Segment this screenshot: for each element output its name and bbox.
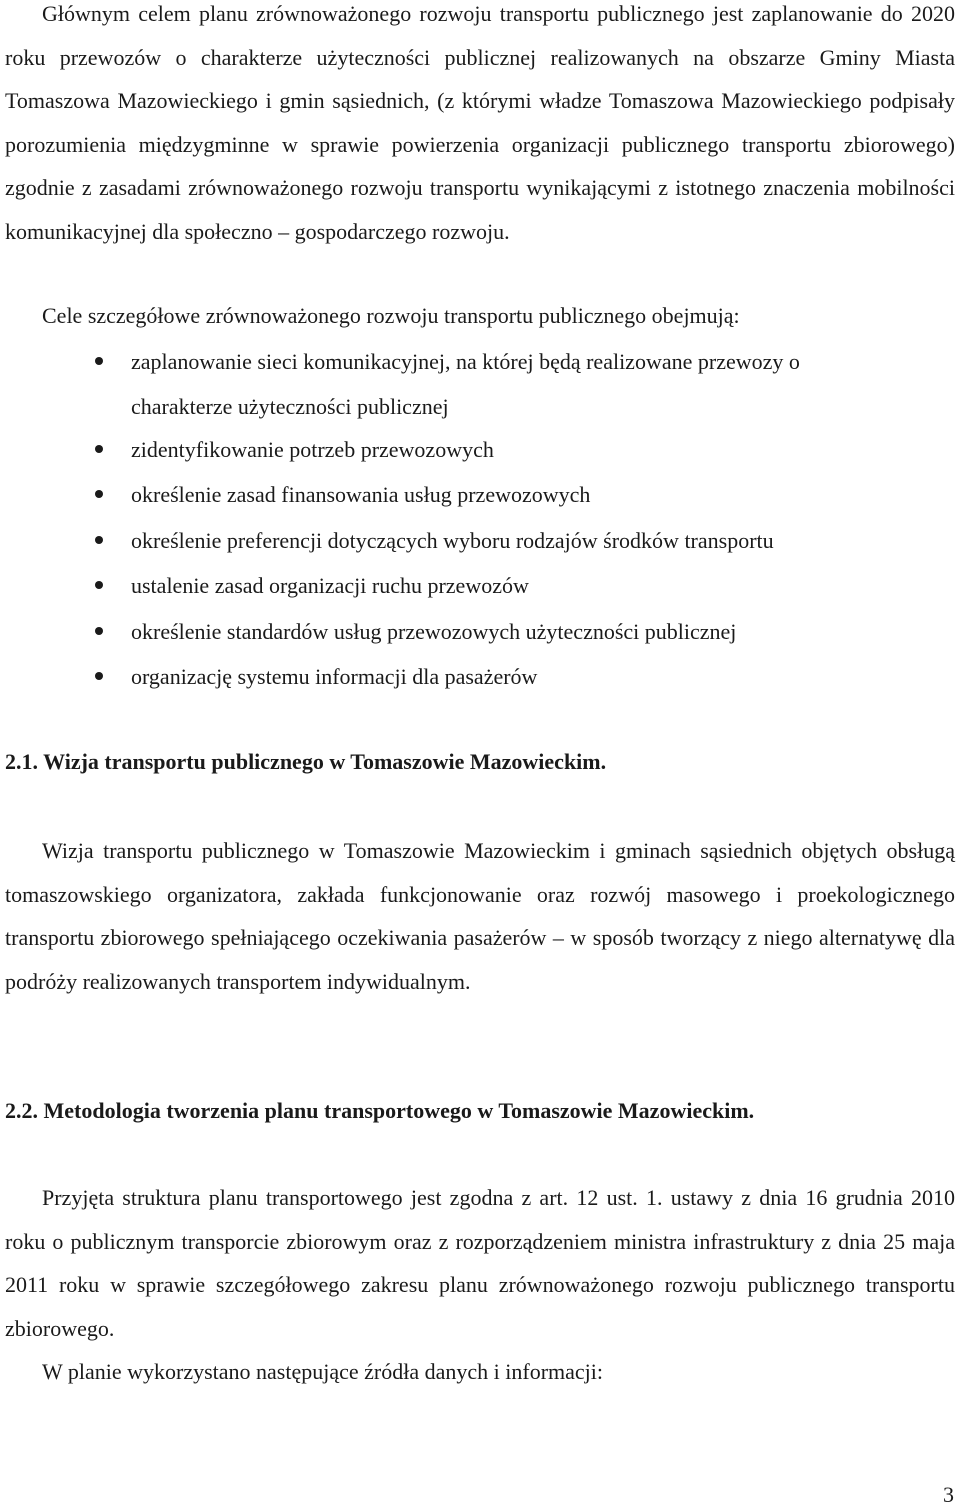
bullet-icon [95,672,103,680]
list-item-text: określenie zasad finansowania usług przewozowych [131,482,591,507]
section-2-1-paragraph: Wizja transportu publicznego w Tomaszowie Mazowieckim i gminach sąsiednich objętych obsługą tomaszowskiego organizatora, zakłada funkcjonowanie oraz rozwój masowego i proekologicznego transportu zbiorowego spełniającego oczekiwania pasażerów – w sposób tworzący z niego alternatywę dla podróży realizowanych transportem indywidualnym. [5,838,955,994]
sources-intro: W planie wykorzystano następujące źródła danych i informacji: [42,1359,603,1384]
section-heading-2-1: 2.1. Wizja transportu publicznego w Tomaszowie Mazowieckim. [5,749,607,774]
section-2-2-paragraph: Przyjęta struktura planu transportowego jest zgodna z art. 12 ust. 1. ustawy z dnia 16 grudnia 2010 roku o publicznym transporcie zbiorowym oraz z rozporządzeniem ministra infrastruktury z dnia 25 maja 2011 roku w sprawie szczegółowego zakresu planu zrównoważonego rozwoju publicznego transportu zbiorowego. [5,1185,955,1341]
list-item-text: zidentyfikowanie potrzeb przewozowych [131,437,494,462]
bullet-icon [95,536,103,544]
list-item-text: określenie standardów usług przewozowych użyteczności publicznej [131,619,737,644]
page-number: 3 [943,1482,954,1507]
list-item-text: zaplanowanie sieci komunikacyjnej, na której będą realizowane przewozy o charakterze użyteczności publicznej [131,349,800,419]
bullet-icon [95,490,103,498]
list-item-text: organizację systemu informacji dla pasażerów [131,664,538,689]
bullet-icon [95,627,103,635]
goals-intro: Cele szczegółowe zrównoważonego rozwoju transportu publicznego obejmują: [42,303,740,328]
list-item-text: ustalenie zasad organizacji ruchu przewozów [131,573,529,598]
intro-paragraph: Głównym celem planu zrównoważonego rozwoju transportu publicznego jest zaplanowanie do 2020 roku przewozów o charakterze użyteczności publicznej realizowanych na obszarze Gminy Miasta Tomaszowa Mazowieckiego i gmin sąsiednich, (z którymi władze Tomaszowa Mazowieckiego podpisały porozumienia międzygminne w sprawie powierzenia organizacji publicznego transportu zbiorowego) zgodnie z zasadami zrównoważonego rozwoju transportu wynikającymi z istotnego znaczenia mobilności komunikacyjnej dla społeczno – gospodarczego rozwoju. [5,1,955,244]
list-item-text: określenie preferencji dotyczących wyboru rodzajów środków transportu [131,528,774,553]
bullet-icon [95,357,103,365]
section-heading-2-2: 2.2. Metodologia tworzenia planu transportowego w Tomaszowie Mazowieckim. [5,1098,755,1123]
bullet-icon [95,445,103,453]
bullet-icon [95,581,103,589]
